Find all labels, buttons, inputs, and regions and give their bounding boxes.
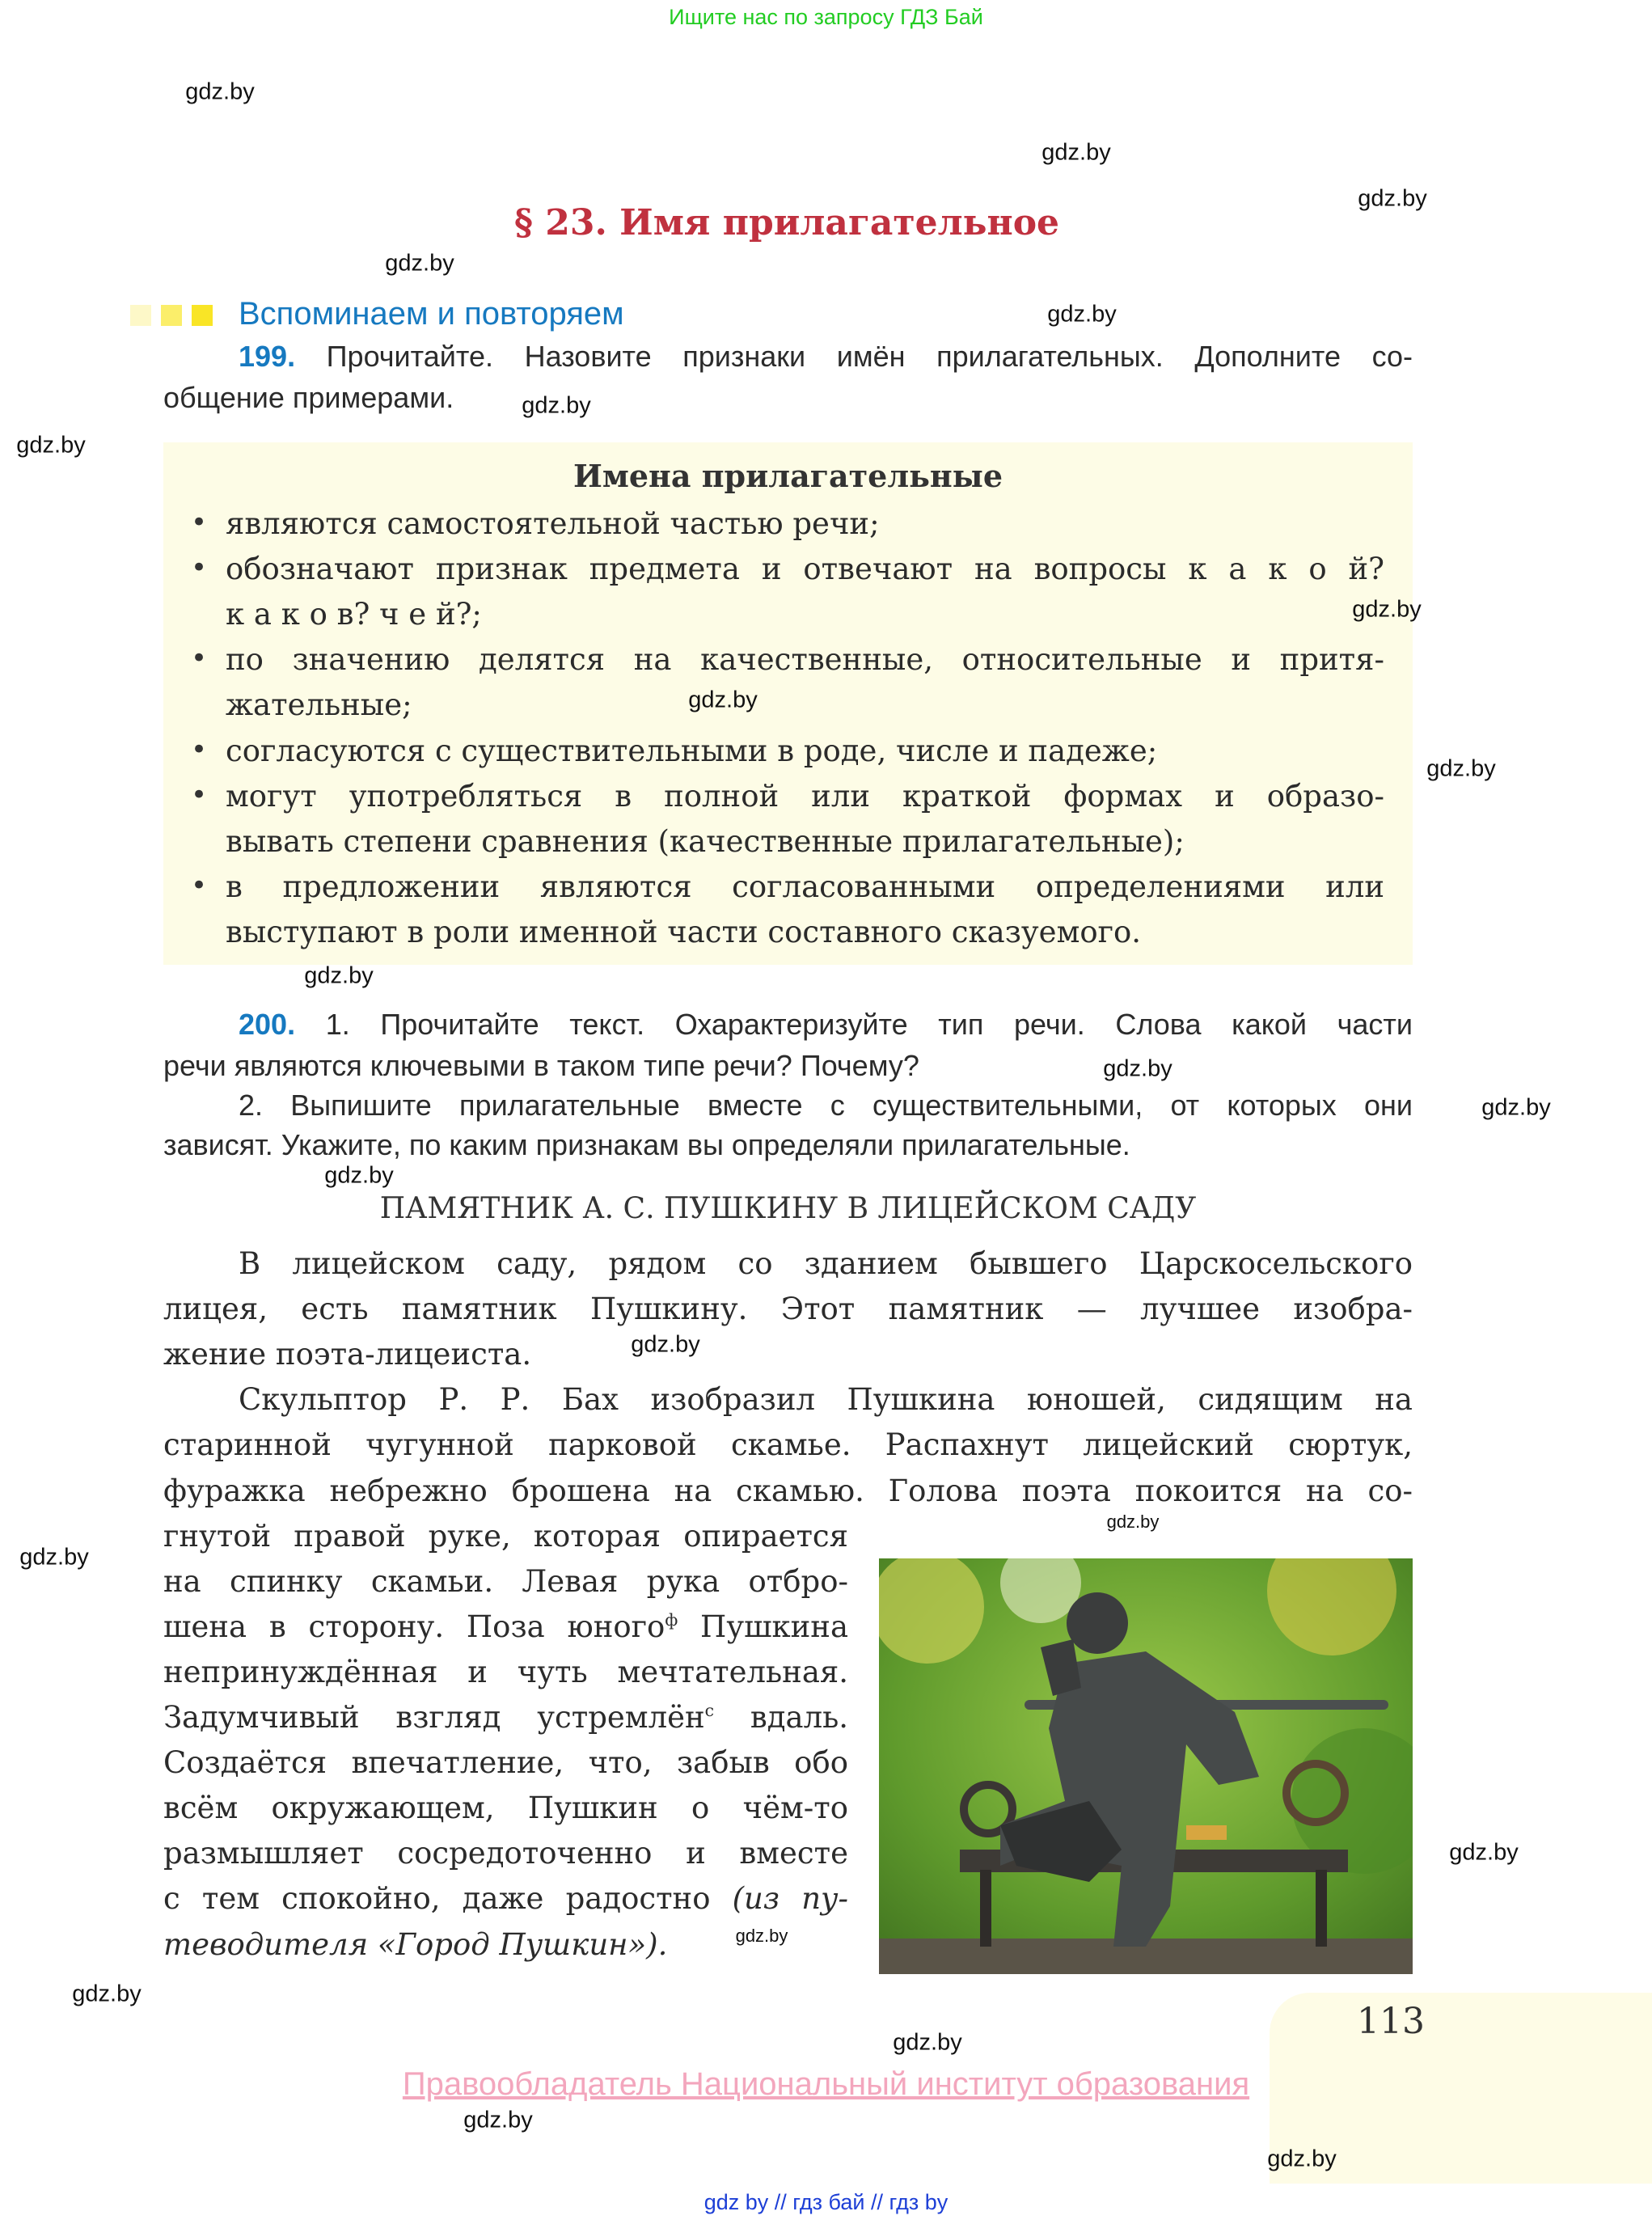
watermark: gdz.by — [16, 432, 86, 459]
watermark: gdz.by — [1047, 301, 1117, 328]
footer-links[interactable]: gdz by // гдз бай // гдз by — [703, 2190, 949, 2214]
bullet-dot-icon: • — [191, 733, 208, 766]
reading-segment: теводителя «Город Пушкин»). — [163, 1926, 668, 1962]
page-number: 113 — [1357, 2001, 1425, 2042]
bullet-dot-icon: • — [191, 869, 208, 902]
watermark: gdz.by — [1449, 1839, 1519, 1866]
reading-line — [163, 1881, 848, 1917]
watermark: gdz.by — [185, 78, 255, 105]
copyright-owner-link[interactable]: Правообладатель Национальный институт образования — [402, 2066, 1250, 2102]
task-200-line: зависят. Укажите, по каким признакам вы определяли прилагательные. — [163, 1128, 1130, 1161]
reading-line — [163, 1745, 848, 1781]
watermark: gdz.by — [19, 1544, 89, 1571]
watermark: gdz.by — [1358, 185, 1427, 212]
bullet-dot-icon: • — [191, 778, 208, 811]
task-199-line — [239, 340, 1413, 374]
pushkin-monument-photo — [879, 1558, 1413, 1974]
rule-bullet-line: выступают в роли именной части составного сказуемого. — [226, 914, 1142, 949]
section-marker-light — [130, 305, 151, 326]
reading-segment: всём окружающем, Пушкин о чём-то — [163, 1791, 848, 1826]
rule-bullet-line: по значению делятся на качественные, относительные и притя- — [226, 642, 1384, 678]
section-heading: Вспоминаем и повторяем — [239, 296, 624, 332]
reading-line: лицея, есть памятник Пушкину. Этот памятник — лучшее изобра- — [163, 1292, 1413, 1327]
reading-segment: вдаль. — [714, 1700, 848, 1735]
task-200-line: 2. Выпишите прилагательные вместе с существительными, от которых они — [239, 1089, 1413, 1122]
rule-bullet-line: согласуются с существительными в роде, числе и падеже; — [226, 733, 1158, 768]
task-text: 1. Прочитайте текст. Охарактеризуйте тип речи. Слова какой части — [325, 1008, 1413, 1041]
watermark: gdz.by — [1352, 596, 1422, 623]
reading-line — [163, 1927, 667, 1962]
bullet-dot-icon: • — [191, 642, 208, 675]
rule-bullet-line: могут употребляться в полной или краткой формах и образо- — [226, 778, 1384, 814]
task-number: 200. — [239, 1008, 296, 1041]
watermark: gdz.by — [463, 2107, 533, 2133]
reading-segment: Скульптор Р. Р. Бах изобразил Пушкина юношей, сидящим на — [239, 1382, 1413, 1418]
watermark: gdz.by — [1103, 1055, 1172, 1082]
task-200-line: речи являются ключевыми в таком типе речи? Почему? — [163, 1049, 919, 1082]
bullet-dot-icon: • — [191, 506, 208, 539]
watermark: gdz.by — [1481, 1094, 1551, 1121]
reading-segment: Создаётся впечатление, что, забыв обо — [163, 1745, 848, 1781]
rule-bullet-line: являются самостоятельной частью речи; — [226, 506, 880, 541]
reading-line — [163, 1655, 848, 1690]
reading-segment: гнутой правой руке, которая опирается — [163, 1518, 848, 1554]
watermark: gdz.by — [72, 1981, 142, 2007]
reading-segment: шена в сторону. Поза юного — [163, 1609, 665, 1644]
rule-bullet-line: жательные; — [226, 687, 412, 723]
watermark: gdz.by — [304, 962, 374, 989]
watermark: gdz.by — [735, 1926, 788, 1946]
footnote-mark: ф — [665, 1609, 678, 1630]
watermark: gdz.by — [688, 687, 758, 713]
watermark: gdz.by — [324, 1162, 394, 1189]
watermark: gdz.by — [1041, 139, 1111, 166]
text-title: ПАМЯТНИК А. С. ПУШКИНУ В ЛИЦЕЙСКОМ САДУ — [379, 1192, 1197, 1225]
section-marker-mid — [161, 305, 182, 326]
watermark: gdz.by — [631, 1331, 700, 1358]
reading-line — [163, 1836, 848, 1871]
reading-segment: с тем спокойно, даже радостно — [163, 1881, 733, 1917]
reading-line — [163, 1564, 848, 1600]
task-text: Прочитайте. Назовите признаки имён прилагательных. Дополните со- — [326, 340, 1413, 373]
reading-line: В лицейском саду, рядом со зданием бывшего Царскосельского — [239, 1246, 1413, 1281]
watermark: gdz.by — [893, 2029, 962, 2056]
rule-bullet-line: в предложении являются согласованными определениями или — [226, 869, 1384, 904]
watermark: gdz.by — [385, 250, 454, 277]
task-number: 199. — [239, 340, 296, 373]
task-199-line: общение примерами. — [163, 381, 454, 414]
footnote-mark: с — [704, 1700, 715, 1720]
search-banner[interactable]: Ищите нас по запросу ГДЗ Бай — [669, 5, 983, 29]
bullet-dot-icon: • — [191, 552, 208, 585]
reading-line — [163, 1791, 848, 1826]
watermark: gdz.by — [1267, 2146, 1337, 2172]
reading-segment: Задумчивый взгляд устремлён — [163, 1700, 705, 1735]
reading-segment: (из пу- — [732, 1881, 848, 1917]
watermark: gdz.by — [1426, 755, 1496, 782]
watermark: gdz.by — [522, 392, 591, 419]
reading-segment: непринуждённая и чуть мечтательная. — [163, 1654, 848, 1689]
reading-segment: старинной чугунной парковой скамье. Распахнут лицейский сюртук, — [163, 1427, 1413, 1463]
rule-bullet-line: обозначают признак предмета и отвечают на вопросы к а к о й? — [226, 552, 1384, 587]
page-title: § 23. Имя прилагательное — [513, 202, 1060, 243]
watermark: gdz.by — [1106, 1512, 1160, 1532]
reading-line — [163, 1474, 1413, 1509]
reading-line — [163, 1519, 848, 1554]
reading-line — [163, 1427, 1413, 1463]
section-marker-strong — [192, 305, 213, 326]
reading-line — [163, 1609, 848, 1645]
reading-line — [163, 1700, 848, 1736]
rule-box-heading: Имена прилагательные — [572, 458, 1003, 494]
reading-segment: размышляет сосредоточенно и вместе — [163, 1836, 848, 1871]
reading-segment: на спинку скамьи. Левая рука отбро- — [163, 1563, 848, 1599]
reading-segment: Пушкина — [678, 1609, 848, 1644]
reading-line — [239, 1382, 1413, 1418]
rule-bullet-line: вывать степени сравнения (качественные прилагательные); — [226, 823, 1185, 859]
rule-bullet-line: к а к о в? ч е й?; — [226, 597, 482, 632]
task-200-line — [239, 1008, 1413, 1042]
reading-segment: фуражка небрежно брошена на скамью. Голова поэта покоится на со- — [163, 1473, 1413, 1508]
reading-line: жение поэта-лицеиста. — [163, 1337, 532, 1372]
